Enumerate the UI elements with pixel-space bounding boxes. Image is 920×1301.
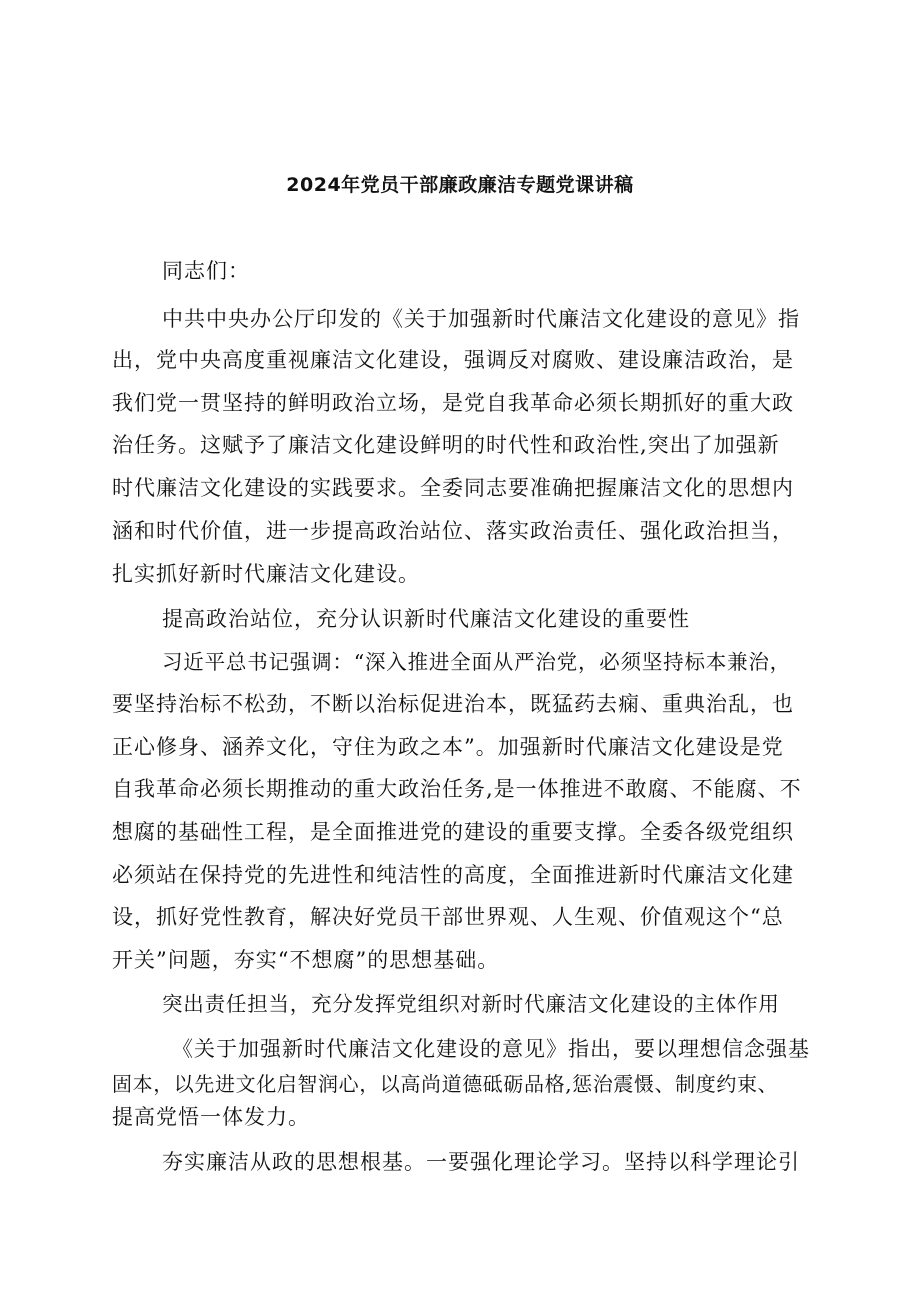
paragraph-line: 《关于加强新时代廉洁文化建设的意见》指出，要以理想信念强基 [172,1037,810,1061]
section-heading: 突出责任担当，充分发挥党组织对新时代廉洁文化建设的主体作用 [162,992,780,1016]
paragraph-line: 开关”问题，夯实“不想腐”的思想基础。 [112,948,500,972]
paragraph-line: 设，抓好党性教育，解决好党员干部世界观、人生观、价值观这个“总 [112,905,784,929]
paragraph-line: 涵和时代价值，进一步提高政治站位、落实政治责任、强化政治担当， [112,519,794,543]
paragraph-line: 治任务。这赋予了廉洁文化建设鲜明的时代性和政治性,突出了加强新 [112,433,780,457]
paragraph-line: 提高党悟一体发力。 [112,1105,310,1129]
paragraph-line: 固本，以先进文化启智润心，以高尚道德砥砺品格,惩治震慑、制度约束、 [112,1072,779,1096]
paragraph-line: 要坚持治标不松劲，不断以治标促进治本，既猛药去痫、重典治乱，也 [112,692,794,716]
paragraph-line: 扎实抓好新时代廉洁文化建设。 [112,562,420,586]
document-title: 2024年党员干部廉政廉洁专题党课讲稿 [286,174,634,196]
paragraph-line: 夯实廉洁从政的思想根基。一要强化理论学习。坚持以科学理论引 [162,1150,800,1174]
paragraph-line: 必须站在保持党的先进性和纯洁性的高度，全面推进新时代廉洁文化建 [112,863,794,887]
paragraph-line: 时代廉洁文化建设的实践要求。全委同志要准确把握廉洁文化的思想内 [112,476,794,500]
section-heading: 提高政治站位，充分认识新时代廉洁文化建设的重要性 [162,607,690,631]
paragraph-line: 想腐的基础性工程，是全面推进党的建设的重要支撑。全委各级党组织 [112,820,794,844]
paragraph-line: 出，党中央高度重视廉洁文化建设，强调反对腐败、建设廉洁政治，是 [112,348,794,372]
paragraph-line: 习近平总书记强调：“深入推进全面从严治党，必须坚持标本兼治， [162,650,791,674]
paragraph-line: 中共中央办公厅印发的《关于加强新时代廉洁文化建设的意见》指 [162,307,800,331]
salutation: 同志们： [162,259,250,283]
paragraph-line: 正心修身、涵养文化，守住为政之本”。加强新时代廉洁文化建设是党 [112,735,784,759]
paragraph-line: 自我革命必须长期推动的重大政治任务,是一体推进不敢腐、不能腐、不 [112,777,802,801]
paragraph-line: 我们党一贯坚持的鲜明政治立场，是党自我革命必须长期抓好的重大政 [112,391,794,415]
